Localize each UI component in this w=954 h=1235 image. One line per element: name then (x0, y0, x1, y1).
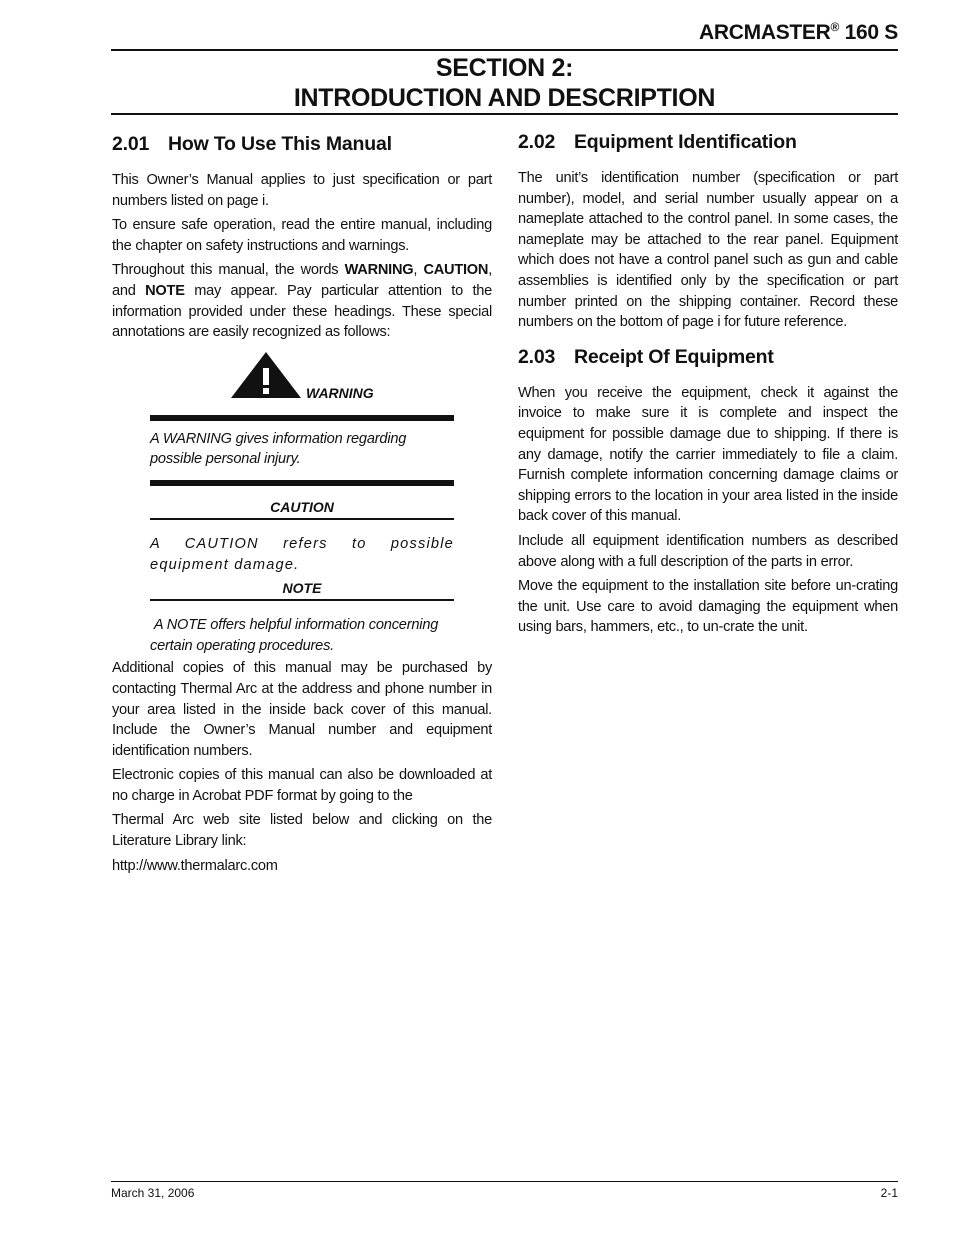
bold-note: NOTE (145, 282, 185, 299)
section-title-line2: INTRODUCTION AND DESCRIPTION (293, 84, 716, 112)
product-name: ARCMASTER (699, 21, 831, 44)
heading-title: Receipt Of Equipment (574, 345, 774, 368)
page-number: 2-1 (880, 1186, 898, 1200)
bold-warning: WARNING (344, 262, 414, 279)
paragraph: Include all equipment identification numbers as described above along with a full description of the parts in error. (518, 532, 898, 570)
caution-label: CAUTION (270, 498, 334, 515)
paragraph: When you receive the equipment, check it against the invoice to make sure it is complete and inspect the equipment for possible damage due to shipping. If there is any damage, notify the carrier immediately to file a claim. Furnish complete information concerning damage claims or shipping errors to the location in your area listed in the inside back cover of this manual. (518, 384, 898, 525)
section-title-line1: SECTION 2: (435, 54, 574, 82)
paragraph: Additional copies of this manual may be purchased by contacting Thermal Arc at the address and phone number in your area listed in the inside back cover of this manual. Include the Owner’s Manual number and equipment identification numbers. (112, 660, 492, 759)
paragraph: To ensure safe operation, read the entire manual, including the chapter on safety instructions and warnings. (112, 217, 492, 254)
paragraph: This Owner’s Manual applies to just specification or part numbers listed on page i. (112, 172, 492, 209)
left-column (112, 130, 492, 880)
note-label: NOTE (282, 580, 322, 597)
caution-box (150, 498, 454, 575)
product-model: 160 S (844, 21, 898, 44)
heading-how-to-use (112, 130, 492, 158)
paragraph: Electronic copies of this manual can also be downloaded at no charge in Acrobat PDF format by going to the (112, 767, 492, 804)
paragraph: Move the equipment to the installation site before un-crating the unit. Use care to avoid damaging the equipment when using bars, hammers, etc., to un-crate the unit. (518, 578, 898, 636)
paragraph: The unit’s identification number (specification or part number), model, and serial number usually appear on a nameplate attached to the control panel. In some cases, the nameplate may be attached to the rear panel. Equipment which does not have a control panel such as gun and cable assemblies is identified only by the specification or part number printed on the shipping container. Record these numbers on the bottom of page i for future reference. (518, 170, 898, 331)
text-run: may appear. Pay particular attention to the information provided under these headings. These special annotations are easily recognized as follows: (112, 282, 493, 341)
heading-receipt-of-equipment (518, 343, 898, 371)
warning-top-bar (150, 415, 454, 421)
warning-header (150, 351, 454, 401)
note-box (150, 579, 454, 656)
note-bar (150, 599, 454, 601)
website-url: http://www.thermalarc.com (112, 857, 278, 874)
heading-equipment-identification (518, 128, 898, 156)
section-title (111, 53, 898, 113)
top-rule (111, 49, 898, 51)
text-run: , (413, 262, 424, 279)
text-run: , and (112, 262, 493, 299)
note-text: A NOTE offers helpful information concerning certain operating procedures. (150, 617, 443, 654)
footer-rule (111, 1181, 898, 1182)
registered-mark: ® (830, 20, 840, 34)
warning-box (150, 351, 454, 486)
text-run: Throughout this manual, the words (112, 262, 345, 279)
bold-caution: CAUTION (423, 262, 489, 279)
paragraph: Thermal Arc web site listed below and clicking on the Literature Library link: (112, 812, 492, 850)
warning-text: A WARNING gives information regarding possible personal injury. (150, 430, 407, 468)
right-column (518, 130, 898, 642)
warning-bottom-bar (150, 480, 454, 486)
warning-label: WARNING (306, 384, 374, 401)
caution-text: A CAUTION refers to possible equipment damage. (150, 535, 454, 573)
caution-bar (150, 518, 454, 520)
product-header (699, 20, 898, 45)
warning-triangle-icon (230, 351, 302, 399)
heading-number: 2.03 (518, 345, 556, 368)
heading-number: 2.01 (112, 133, 150, 155)
title-rule (111, 113, 898, 115)
heading-title: How To Use This Manual (168, 133, 392, 155)
heading-number: 2.02 (518, 131, 556, 153)
paragraph-annotations (112, 260, 492, 342)
footer-date: March 31, 2006 (111, 1186, 195, 1200)
heading-title: Equipment Identification (574, 131, 797, 153)
